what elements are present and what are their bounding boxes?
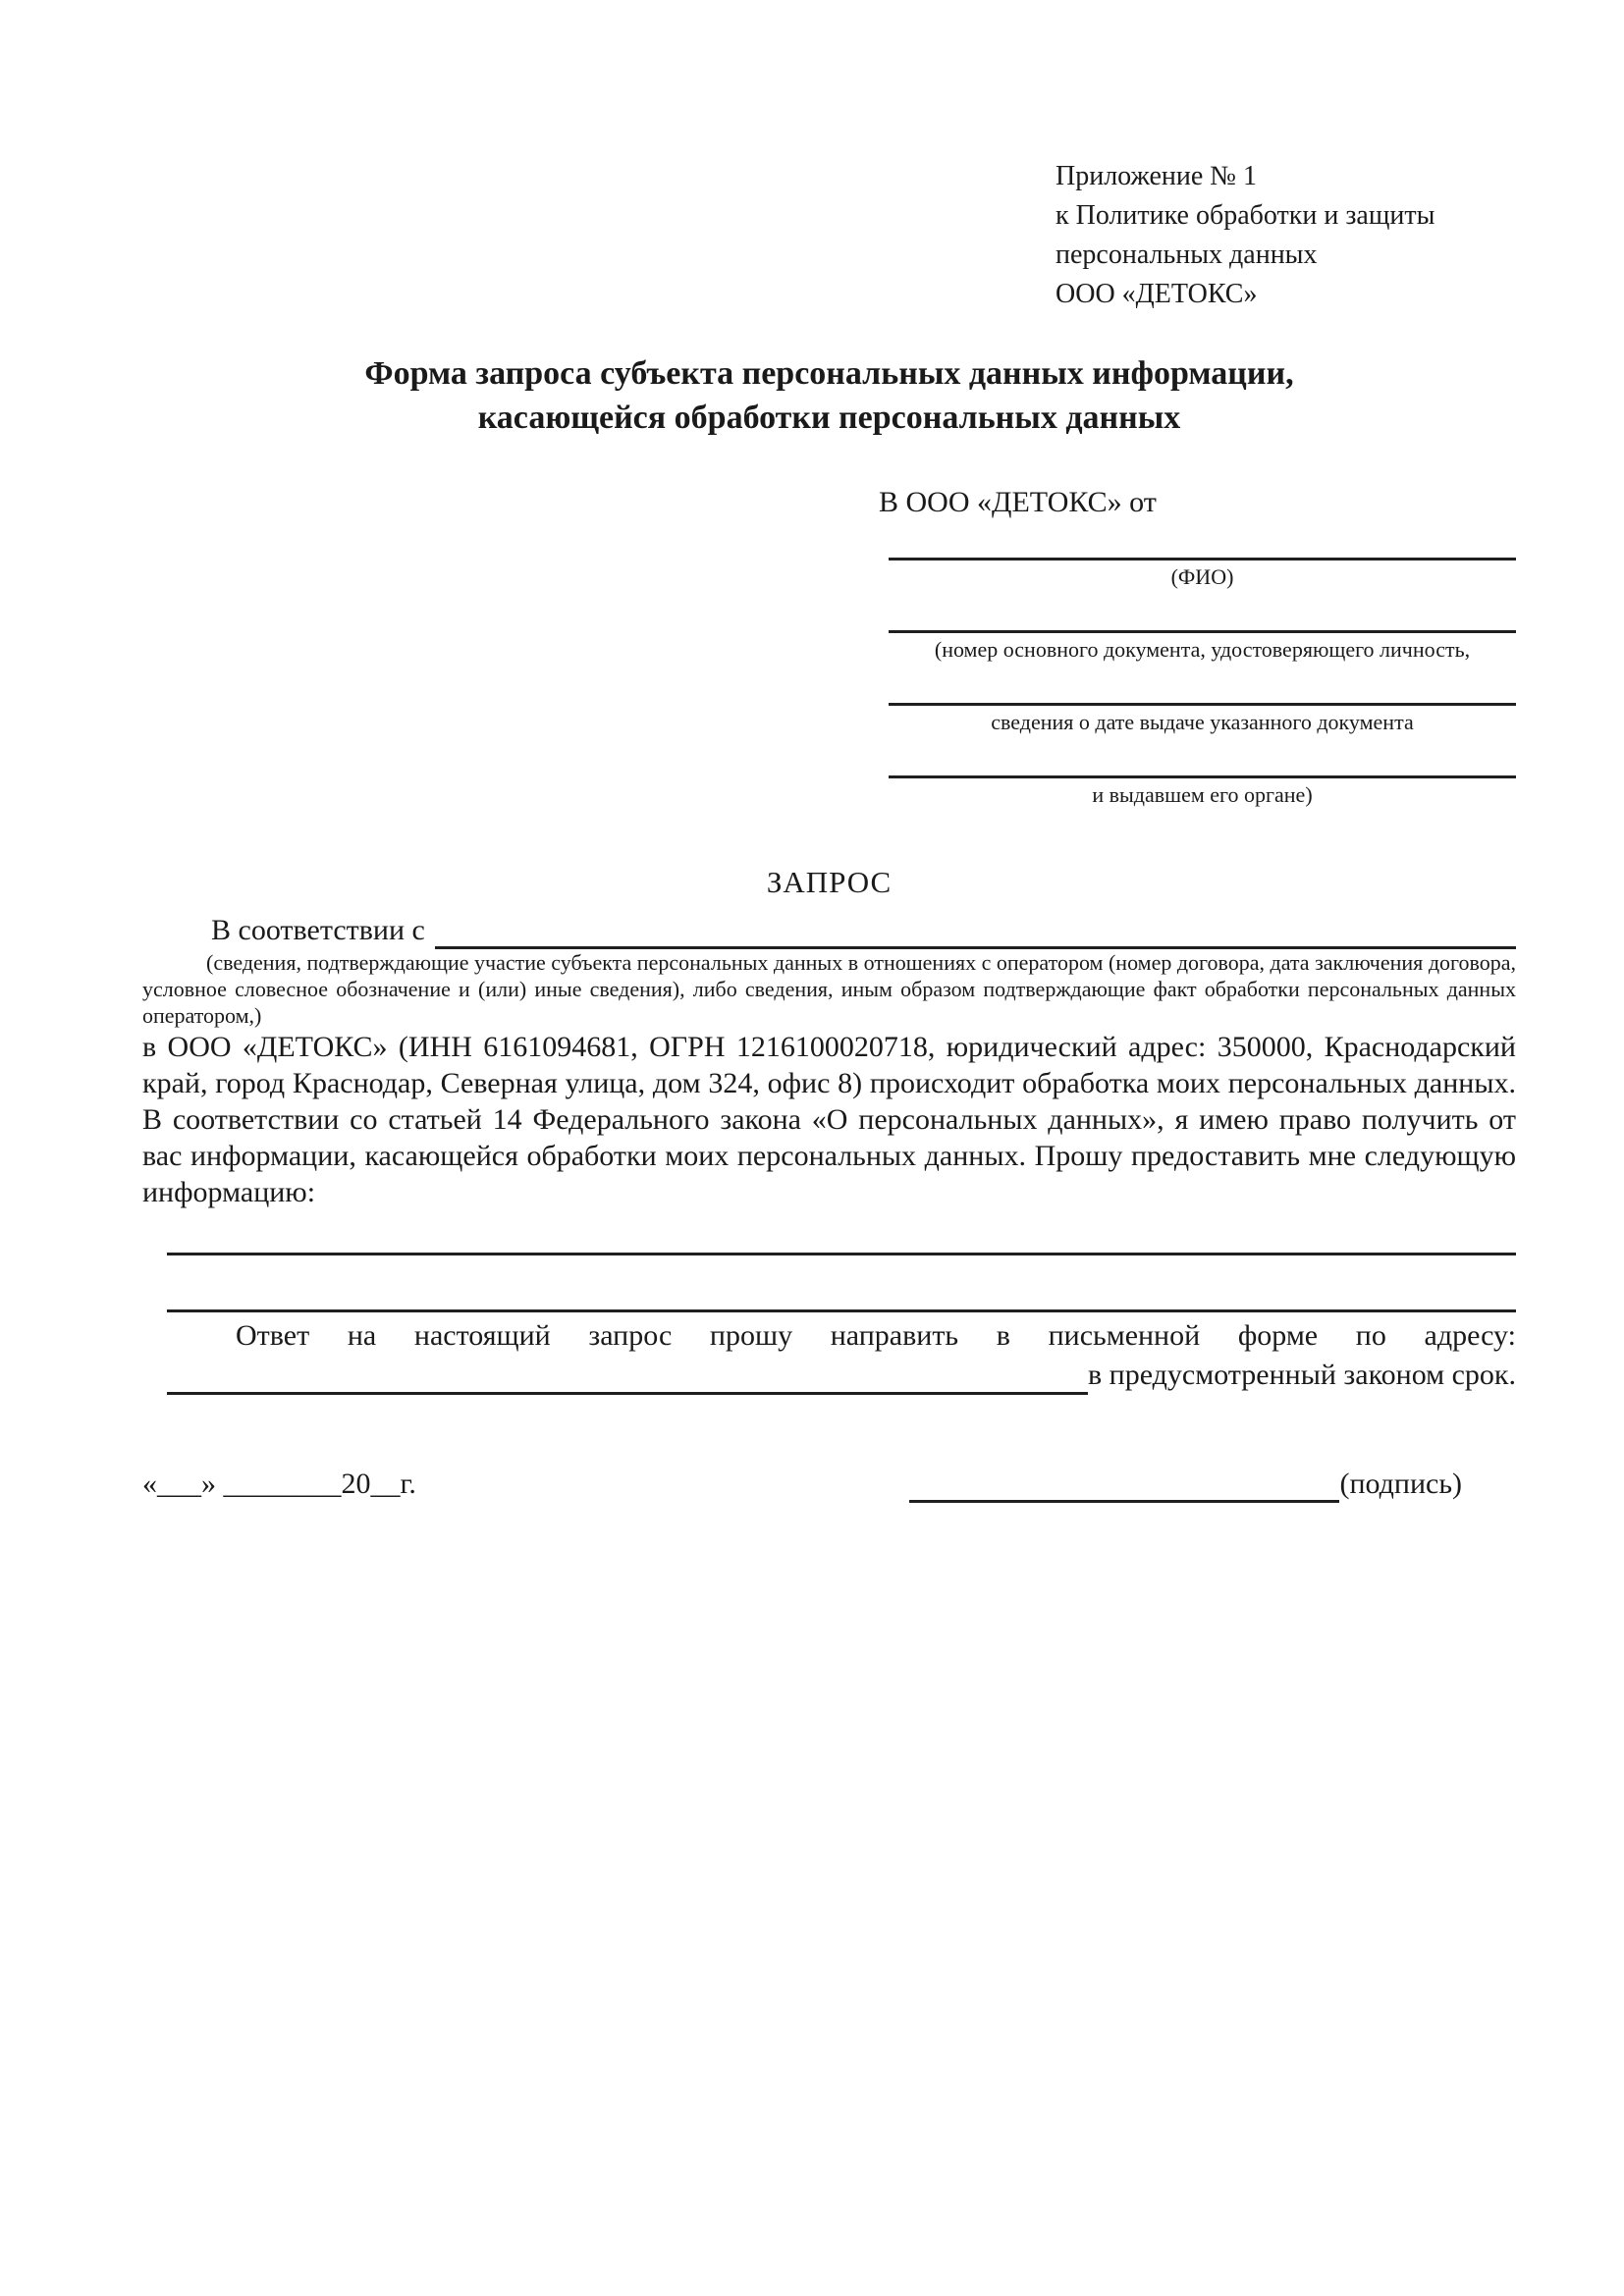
- issuing-authority-blank-line: [889, 737, 1516, 778]
- document-title: [142, 351, 1516, 440]
- reply-sentence: Ответ на настоящий запрос прошу направить в письменной форме по адресу:: [236, 1319, 1516, 1352]
- fio-field: [889, 521, 1516, 592]
- addressee-fields: [889, 521, 1516, 810]
- request-heading: ЗАПРОС: [766, 865, 893, 899]
- reply-address-line: [142, 1356, 1516, 1395]
- appendix-line-policy: к Политике обработки и защиты: [1056, 200, 1435, 231]
- issue-date-field: [889, 665, 1516, 737]
- appendix-line-number: Приложение № 1: [1056, 161, 1257, 191]
- issue-date-caption: сведения о дате выдаче указанного документа: [991, 710, 1414, 734]
- document-title-line2: касающейся обработки персональных данных: [477, 400, 1181, 436]
- document-number-blank-line: [889, 592, 1516, 633]
- appendix-block: [1056, 157, 1516, 314]
- information-blank-line-1: [167, 1210, 1516, 1255]
- signature-caption: (подпись): [1339, 1468, 1462, 1500]
- request-body-paragraph: в ООО «ДЕТОКС» (ИНН 6161094681, ОГРН 1216100020718, юридический адрес: 350000, Краснодарский край, город Краснодар, Северная улица, дом 324, офис 8) происходит обработка моих персональных данных. В соответствии со статьей 14 Федерального закона «О персональных данных», я имею право получить от вас информации, касающейся обработки моих персональных данных. Прошу предоставить мне следующую информацию:: [142, 1031, 1516, 1208]
- fio-blank-line: [889, 521, 1516, 561]
- date-line: «___» ________20__г.: [142, 1468, 416, 1500]
- intro-line: [142, 912, 1516, 949]
- fio-caption: (ФИО): [1170, 564, 1234, 589]
- document-number-field: [889, 592, 1516, 665]
- appendix-line-personal-data: персональных данных: [1056, 240, 1318, 270]
- addressee-line: В ООО «ДЕТОКС» от: [879, 486, 1157, 518]
- issue-date-blank-line: [889, 665, 1516, 706]
- footer-row: [142, 1466, 1516, 1503]
- signature-blank-line: [909, 1469, 1339, 1503]
- intro-blank-line: [435, 918, 1516, 949]
- issuing-authority-caption: и выдавшем его органе): [1092, 782, 1313, 807]
- signature-group: [909, 1466, 1462, 1503]
- document-title-line1: Форма запроса субъекта персональных данных информации,: [364, 355, 1294, 392]
- document-number-caption: (номер основного документа, удостоверяющего личность,: [934, 637, 1471, 662]
- appendix-line-company: ООО «ДЕТОКС»: [1056, 279, 1258, 309]
- issuing-authority-field: [889, 737, 1516, 810]
- intro-prefix: В соответствии с: [211, 914, 425, 946]
- information-blank-line-2: [167, 1255, 1516, 1312]
- reply-address-blank-line: [167, 1362, 1088, 1395]
- intro-note: (сведения, подтверждающие участие субъекта персональных данных в отношениях с оператором (номер договора, дата заключения договора, условное словесное обозначение и (или) иные сведения), либо сведения, иным образом подтверждающие факт обработки персональных данных оператором,): [142, 950, 1516, 1028]
- reply-tail: в предусмотренный законом срок.: [1088, 1359, 1516, 1391]
